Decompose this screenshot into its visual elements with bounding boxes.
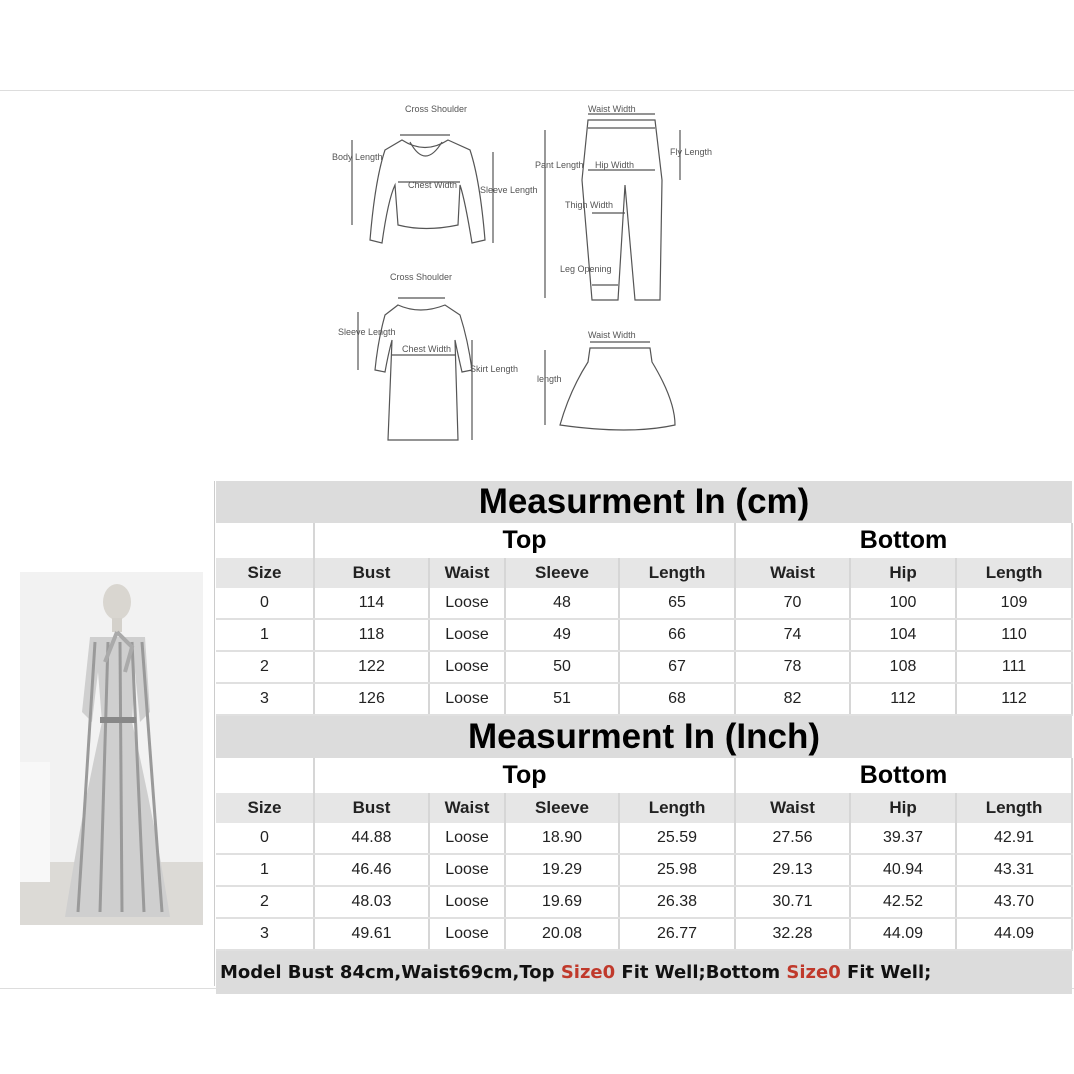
cm-table-cell: 68 <box>619 683 735 715</box>
cm-header-cell: Waist <box>735 558 850 588</box>
inch-table-row <box>216 886 1072 918</box>
inch-table-title: Measurment In (Inch) <box>216 716 1072 758</box>
note-part-3: Fit Well; <box>840 962 932 983</box>
inch-header-cell: Hip <box>850 793 956 823</box>
inch-table-cell: Loose <box>429 886 505 918</box>
pants-thigh-width-label: Thigh Width <box>565 200 614 210</box>
cm-header-cell: Length <box>956 558 1072 588</box>
cm-table-cell: 104 <box>850 619 956 651</box>
top-chest-width-label: Chest Width <box>408 180 458 190</box>
inch-size-table <box>216 758 1073 951</box>
inch-header-cell: Waist <box>735 793 850 823</box>
cm-group-top: Top <box>314 523 735 558</box>
cm-table-cell: 126 <box>314 683 429 715</box>
inch-table-cell: 2 <box>216 886 314 918</box>
cm-table-cell: 100 <box>850 588 956 619</box>
inch-group-top: Top <box>314 758 735 793</box>
note-size-top: Size0 <box>560 962 616 983</box>
inch-table-cell: 39.37 <box>850 823 956 854</box>
cm-table-cell: 2 <box>216 651 314 683</box>
inch-table-cell: 18.90 <box>505 823 619 854</box>
cm-header-cell: Sleeve <box>505 558 619 588</box>
inch-table-cell: 19.29 <box>505 854 619 886</box>
cm-table-cell: Loose <box>429 683 505 715</box>
inch-table-row <box>216 854 1072 886</box>
inch-table-cell: 32.28 <box>735 918 850 950</box>
dress-drawing <box>358 298 472 440</box>
top-sleeve-length-label: Sleeve Length <box>480 185 538 195</box>
inch-header-cell: Length <box>619 793 735 823</box>
inch-table-cell: 26.38 <box>619 886 735 918</box>
inch-table-cell: 0 <box>216 823 314 854</box>
skirt-waist-width-label: Waist Width <box>588 330 636 340</box>
cm-table-cell: 111 <box>956 651 1072 683</box>
measurement-diagrams <box>330 100 730 450</box>
inch-table-cell: 25.98 <box>619 854 735 886</box>
pants-waist-width-label: Waist Width <box>588 104 636 114</box>
cm-table-row <box>216 619 1072 651</box>
dress-skirt-length-label: Skirt Length <box>470 364 519 374</box>
cm-table-cell: 50 <box>505 651 619 683</box>
pants-pant-length-label: Pant Length <box>535 160 584 170</box>
cm-table-cell: 1 <box>216 619 314 651</box>
cm-table-cell: 65 <box>619 588 735 619</box>
cm-table-cell: 3 <box>216 683 314 715</box>
inch-table-cell: 43.31 <box>956 854 1072 886</box>
note-part-1: Model Bust 84cm,Waist69cm,Top <box>220 962 561 983</box>
cm-table-cell: Loose <box>429 619 505 651</box>
model-photo <box>20 572 203 925</box>
inch-table-cell: 19.69 <box>505 886 619 918</box>
inch-table-cell: 43.70 <box>956 886 1072 918</box>
cm-header-cell: Length <box>619 558 735 588</box>
inch-header-cell: Size <box>216 793 314 823</box>
cm-table-cell: 122 <box>314 651 429 683</box>
cm-table-cell: 51 <box>505 683 619 715</box>
cm-group-row <box>216 523 1072 558</box>
cm-table-row <box>216 683 1072 715</box>
inch-table-cell: 44.09 <box>850 918 956 950</box>
inch-header-cell: Waist <box>429 793 505 823</box>
inch-table-row <box>216 918 1072 950</box>
dress-cross-shoulder-label: Cross Shoulder <box>390 272 453 282</box>
inch-table-cell: 44.09 <box>956 918 1072 950</box>
cm-header-cell: Bust <box>314 558 429 588</box>
dress-chest-width-label: Chest Width <box>402 344 452 354</box>
inch-table-cell: 48.03 <box>314 886 429 918</box>
cm-table-cell: 74 <box>735 619 850 651</box>
cm-table-title: Measurment In (cm) <box>216 481 1072 523</box>
inch-table-cell: 46.46 <box>314 854 429 886</box>
inch-table-cell: 20.08 <box>505 918 619 950</box>
pants-fly-length-label: Fly Length <box>670 147 713 157</box>
note-size-bottom: Size0 <box>786 962 841 983</box>
cm-table-cell: 49 <box>505 619 619 651</box>
dress-sleeve-length-label: Sleeve Length <box>338 327 396 337</box>
diagram-svg <box>330 100 730 450</box>
inch-table-cell: 42.91 <box>956 823 1072 854</box>
cm-header-row <box>216 558 1072 588</box>
inch-table-row <box>216 823 1072 854</box>
cm-table-cell: 67 <box>619 651 735 683</box>
cm-table-cell: Loose <box>429 651 505 683</box>
cm-table-row <box>216 651 1072 683</box>
cm-table-cell: 48 <box>505 588 619 619</box>
cm-table-cell: 108 <box>850 651 956 683</box>
skirt-drawing <box>545 342 675 430</box>
cm-table-cell: 0 <box>216 588 314 619</box>
inch-group-row <box>216 758 1072 793</box>
note-part-2: Fit Well;Bottom <box>615 962 787 983</box>
cm-table-cell: 110 <box>956 619 1072 651</box>
inch-header-cell: Bust <box>314 793 429 823</box>
inch-header-row <box>216 793 1072 823</box>
cm-table-cell: 114 <box>314 588 429 619</box>
inch-table-cell: 40.94 <box>850 854 956 886</box>
inch-table-cell: 30.71 <box>735 886 850 918</box>
cm-table-cell: 82 <box>735 683 850 715</box>
inch-table-cell: 42.52 <box>850 886 956 918</box>
model-fit-note <box>216 951 1072 994</box>
inch-table-cell: 1 <box>216 854 314 886</box>
cm-table-cell: 70 <box>735 588 850 619</box>
inch-table-cell: 29.13 <box>735 854 850 886</box>
cm-table-cell: 66 <box>619 619 735 651</box>
size-chart <box>216 481 1072 994</box>
cm-table-cell: 112 <box>956 683 1072 715</box>
cm-table-cell: Loose <box>429 588 505 619</box>
inch-table-cell: 44.88 <box>314 823 429 854</box>
inch-table-cell: 25.59 <box>619 823 735 854</box>
inch-table-cell: 26.77 <box>619 918 735 950</box>
cm-table-cell: 109 <box>956 588 1072 619</box>
cm-header-cell: Waist <box>429 558 505 588</box>
inch-header-cell: Length <box>956 793 1072 823</box>
inch-table-cell: 49.61 <box>314 918 429 950</box>
cm-table-cell: 112 <box>850 683 956 715</box>
inch-table-cell: Loose <box>429 918 505 950</box>
cm-table-row <box>216 588 1072 619</box>
cm-header-cell: Size <box>216 558 314 588</box>
cm-table-cell: 118 <box>314 619 429 651</box>
cm-table-cell: 78 <box>735 651 850 683</box>
pants-leg-opening-label: Leg Opening <box>560 264 612 274</box>
inch-group-bottom: Bottom <box>735 758 1072 793</box>
inch-table-cell: 27.56 <box>735 823 850 854</box>
left-separator <box>214 481 215 986</box>
inch-table-cell: 3 <box>216 918 314 950</box>
inch-header-cell: Sleeve <box>505 793 619 823</box>
skirt-length-label: length <box>537 374 562 384</box>
top-cross-shoulder-label: Cross Shoulder <box>405 104 468 114</box>
pants-hip-width-label: Hip Width <box>595 160 635 170</box>
cm-group-bottom: Bottom <box>735 523 1072 558</box>
cm-size-table <box>216 523 1073 716</box>
cm-header-cell: Hip <box>850 558 956 588</box>
inch-table-cell: Loose <box>429 823 505 854</box>
top-body-length-label: Body Length <box>332 152 383 162</box>
inch-table-cell: Loose <box>429 854 505 886</box>
